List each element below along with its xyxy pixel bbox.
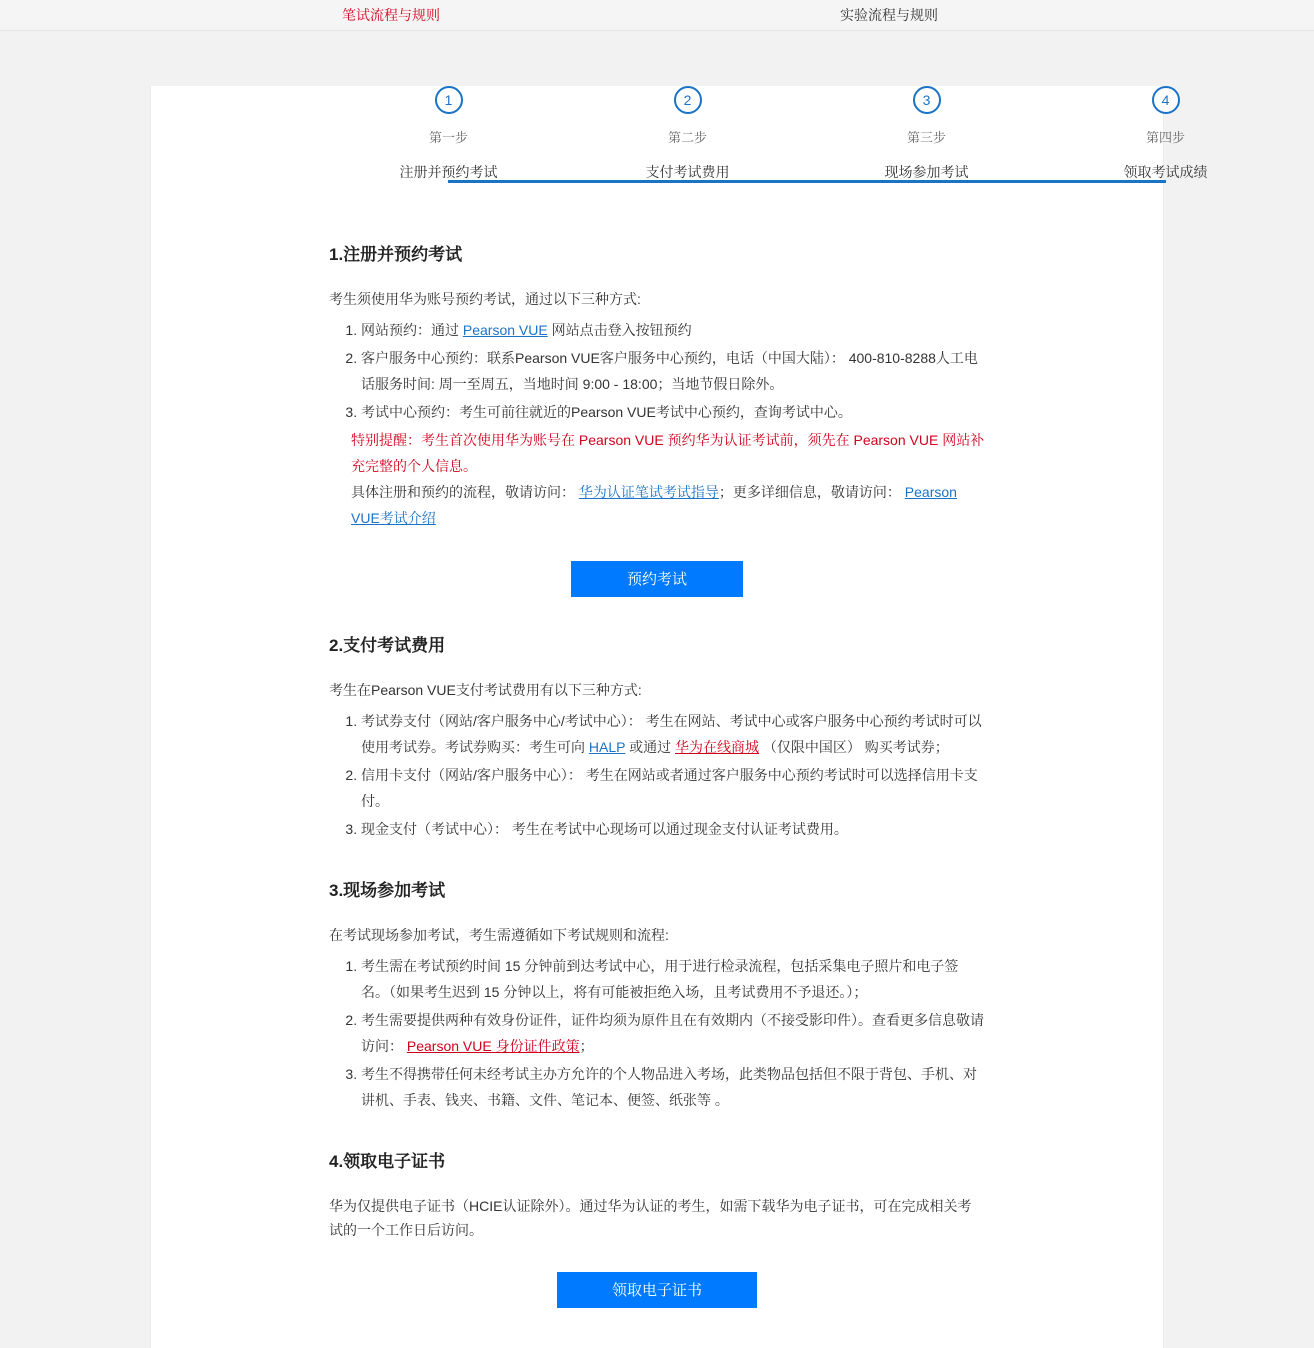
section-3-lead: 在考试现场参加考试，考生需遵循如下考试规则和流程:: [329, 927, 669, 943]
section-2-list: [329, 708, 985, 842]
step-item: [1046, 86, 1285, 182]
content-card: [150, 86, 1208, 1348]
list-item: 3. 考试中心预约：考生可前往就近的Pearson VUE考试中心预约，查询考试中心。: [361, 399, 985, 425]
list-item: [361, 317, 985, 343]
book-exam-button[interactable]: 预约考试: [571, 561, 743, 597]
step-sub-label: 第四步: [1145, 130, 1185, 145]
step-item: [329, 86, 568, 182]
stepper-steps: [329, 86, 1285, 182]
step-circle: 4: [1152, 86, 1180, 114]
item-text: 考试券支付（网站/客户服务中心/考试中心）： 考生在网站、考试中心或客户服务中心预约考试时可以使用考试券。考试券购买：考生可向: [361, 713, 982, 755]
list-item: 2. 客户服务中心预约：联系Pearson VUE客户服务中心预约，电话（中国大陆）： 400-810-8288人工电话服务时间: 周一至周五，当地时间 9:00 - 18:00；当地节假日除外。: [361, 345, 985, 397]
tab-lab-exam-rules[interactable]: 实验流程与规则: [840, 7, 938, 23]
list-item: 2. 信用卡支付（网站/客户服务中心）： 考生在网站或者通过客户服务中心预约考试时可以选择信用卡支付。: [361, 762, 985, 814]
pearson-vue-intro-link[interactable]: Pearson VUE考试介绍: [351, 484, 957, 526]
get-certificate-button-row: [329, 1272, 985, 1308]
halp-link[interactable]: HALP: [588, 739, 626, 755]
step-sub-label: 第三步: [906, 130, 946, 145]
step-circle: 1: [435, 86, 463, 114]
item-text: ；: [579, 1038, 594, 1054]
content-body: [151, 240, 1163, 1308]
step-label: 支付考试费用: [645, 164, 730, 180]
list-item: 3. 考生不得携带任何未经考试主办方允许的个人物品进入考场，此类物品包括但不限于背包、手机、对讲机、手表、钱夹、书籍、文件、笔记本、便签、纸张等 。: [361, 1061, 985, 1113]
stepper: [151, 86, 1208, 206]
step-label: 领取考试成绩: [1123, 164, 1208, 180]
step-item: [807, 86, 1046, 182]
huawei-online-store-link[interactable]: 华为在线商城: [675, 739, 759, 755]
step-sub-label: 第二步: [667, 130, 707, 145]
get-certificate-button[interactable]: 领取电子证书: [557, 1272, 757, 1308]
section-4-lead: 华为仅提供电子证书（HCIE认证除外）。通过华为认证的考生，如需下载华为电子证书，可在完成相关考试的一个工作日后访问。: [329, 1198, 972, 1238]
book-exam-button-row: [329, 561, 985, 597]
section-1-lead: 考生须使用华为账号预约考试，通过以下三种方式:: [329, 291, 641, 307]
item-text: 或通过: [625, 739, 675, 755]
step-label: 现场参加考试: [884, 164, 969, 180]
step-circle: 2: [674, 86, 702, 114]
step-item: [568, 86, 807, 182]
section-4-title: 4.领取电子证书: [329, 1152, 446, 1171]
tab-written-exam-rules[interactable]: 笔试流程与规则: [342, 7, 440, 23]
section-1-list: [329, 317, 985, 425]
item-text: 考生需要提供两种有效身份证件，证件均须为原件且在有效期内（不接受影印件）。查看更多信息敬请访问：: [361, 1012, 984, 1054]
section-1-title: 1.注册并预约考试: [329, 245, 463, 264]
section-3-title: 3.现场参加考试: [329, 881, 446, 900]
tab-bar: [0, 0, 1314, 31]
id-policy-link[interactable]: Pearson VUE 身份证件政策: [406, 1038, 580, 1054]
section-1-warning: 特别提醒：考生首次使用华为账号在 Pearson VUE 预约华为认证考试前，须先在 Pearson VUE 网站补充完整的个人信息。: [351, 432, 985, 474]
list-item: [361, 1007, 985, 1059]
step-circle: 3: [913, 86, 941, 114]
list-item: 3. 现金支付（考试中心）： 考生在考试中心现场可以通过现金支付认证考试费用。: [361, 816, 985, 842]
item-text: 网站预约：通过: [361, 322, 463, 338]
list-item: 1. 考生需在考试预约时间 15 分钟前到达考试中心，用于进行检录流程，包括采集电子照片和电子签名。（如果考生迟到 15 分钟以上，将有可能被拒绝入场，且考试费用不予退还。）；: [361, 953, 985, 1005]
step-sub-label: 第一步: [428, 130, 468, 145]
written-exam-guide-link[interactable]: 华为认证笔试考试指导: [578, 484, 719, 500]
section-3-list: [329, 953, 985, 1113]
list-item: [361, 708, 985, 760]
note-text: ；更多详细信息，敬请访问：: [718, 484, 905, 500]
section-2-lead: 考生在Pearson VUE支付考试费用有以下三种方式:: [329, 682, 642, 698]
section-1-links-note: [351, 479, 985, 531]
step-label: 注册并预约考试: [399, 164, 498, 180]
pearson-vue-link[interactable]: Pearson VUE: [462, 322, 548, 338]
item-text: （仅限中国区） 购买考试券；: [759, 739, 949, 755]
note-text: 具体注册和预约的流程，敬请访问：: [351, 484, 579, 500]
item-text: 网站点击登入按钮预约: [547, 322, 692, 338]
section-2-title: 2.支付考试费用: [329, 636, 446, 655]
